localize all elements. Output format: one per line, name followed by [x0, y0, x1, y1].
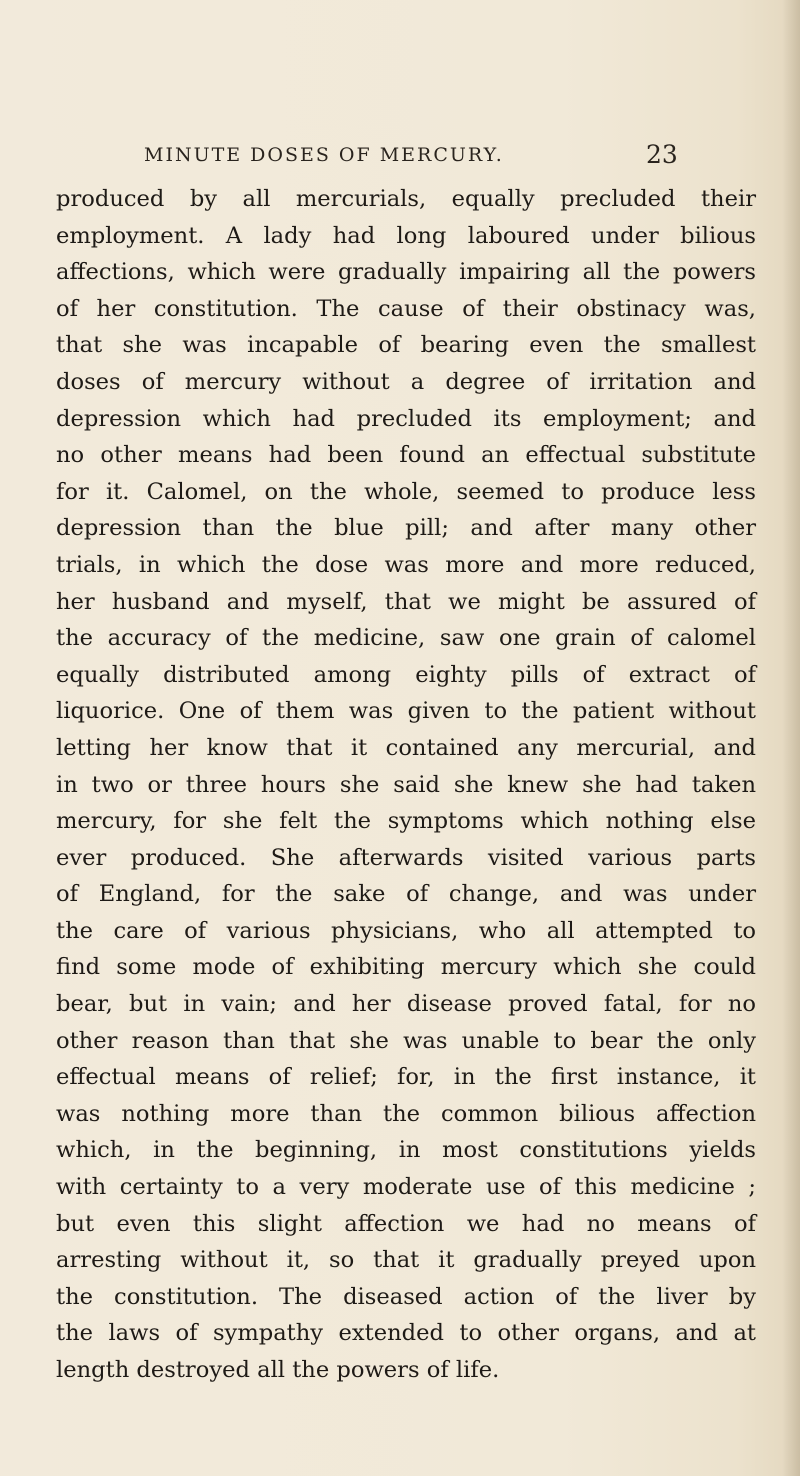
text-line: that she was incapable of bearing even the smallest: [56, 332, 756, 359]
body-text: [56, 181, 756, 1389]
text-line: depression which had precluded its employment; and: [56, 405, 756, 432]
text-line: of her constitution. The cause of their obstinacy was,: [56, 295, 756, 322]
text-line: bear, but in vain; and her disease proved fatal, for no: [56, 991, 756, 1018]
page-header: [0, 140, 800, 180]
text-line: arresting without it, so that it gradually preyed upon: [56, 1247, 756, 1274]
text-line: which, in the beginning, in most constitutions yields: [56, 1137, 756, 1164]
text-line: the care of various physicians, who all attempted to: [56, 917, 756, 944]
text-line: affections, which were gradually impairing all the powers: [56, 259, 756, 286]
text-line: produced by all mercurials, equally precluded their: [56, 186, 756, 212]
text-line: of England, for the sake of change, and was under: [56, 881, 756, 908]
page-edge-shadow: [782, 0, 800, 1476]
text-line: the constitution. The diseased action of the liver by: [56, 1283, 756, 1310]
text-line: doses of mercury without a degree of irritation and: [56, 368, 756, 395]
text-line: effectual means of relief; for, in the first instance, it: [56, 1064, 756, 1091]
text-line: in two or three hours she said she knew she had taken: [56, 771, 756, 798]
text-line: the accuracy of the medicine, saw one grain of calomel: [56, 625, 756, 652]
text-line: find some mode of exhibiting mercury which she could: [56, 954, 756, 981]
text-line: but even this slight affection we had no means of: [56, 1210, 756, 1237]
text-line: her husband and myself, that we might be assured of: [56, 588, 756, 615]
text-line: equally distributed among eighty pills of extract of: [56, 661, 756, 688]
running-title: MINUTE DOSES OF MERCURY.: [144, 144, 504, 166]
text-line: other reason than that she was unable to bear the only: [56, 1027, 756, 1054]
text-line: employment. A lady had long laboured under bilious: [56, 222, 756, 249]
text-line: with certainty to a very moderate use of this medicine ;: [56, 1174, 756, 1201]
text-line-last: length destroyed all the powers of life.: [56, 1357, 500, 1383]
text-line: liquorice. One of them was given to the patient without: [56, 698, 756, 725]
text-line: the laws of sympathy extended to other organs, and at: [56, 1320, 756, 1347]
text-line: depression than the blue pill; and after many other: [56, 515, 756, 542]
text-line: ever produced. She afterwards visited various parts: [56, 844, 756, 871]
text-line: for it. Calomel, on the whole, seemed to produce less: [56, 478, 756, 505]
text-line: letting her know that it contained any mercurial, and: [56, 734, 756, 761]
page-number: 23: [646, 140, 678, 169]
text-line: was nothing more than the common bilious affection: [56, 1100, 756, 1127]
text-line: no other means had been found an effectual substitute: [56, 442, 756, 469]
text-line: mercury, for she felt the symptoms which nothing else: [56, 808, 756, 835]
text-line: trials, in which the dose was more and more reduced,: [56, 551, 756, 578]
